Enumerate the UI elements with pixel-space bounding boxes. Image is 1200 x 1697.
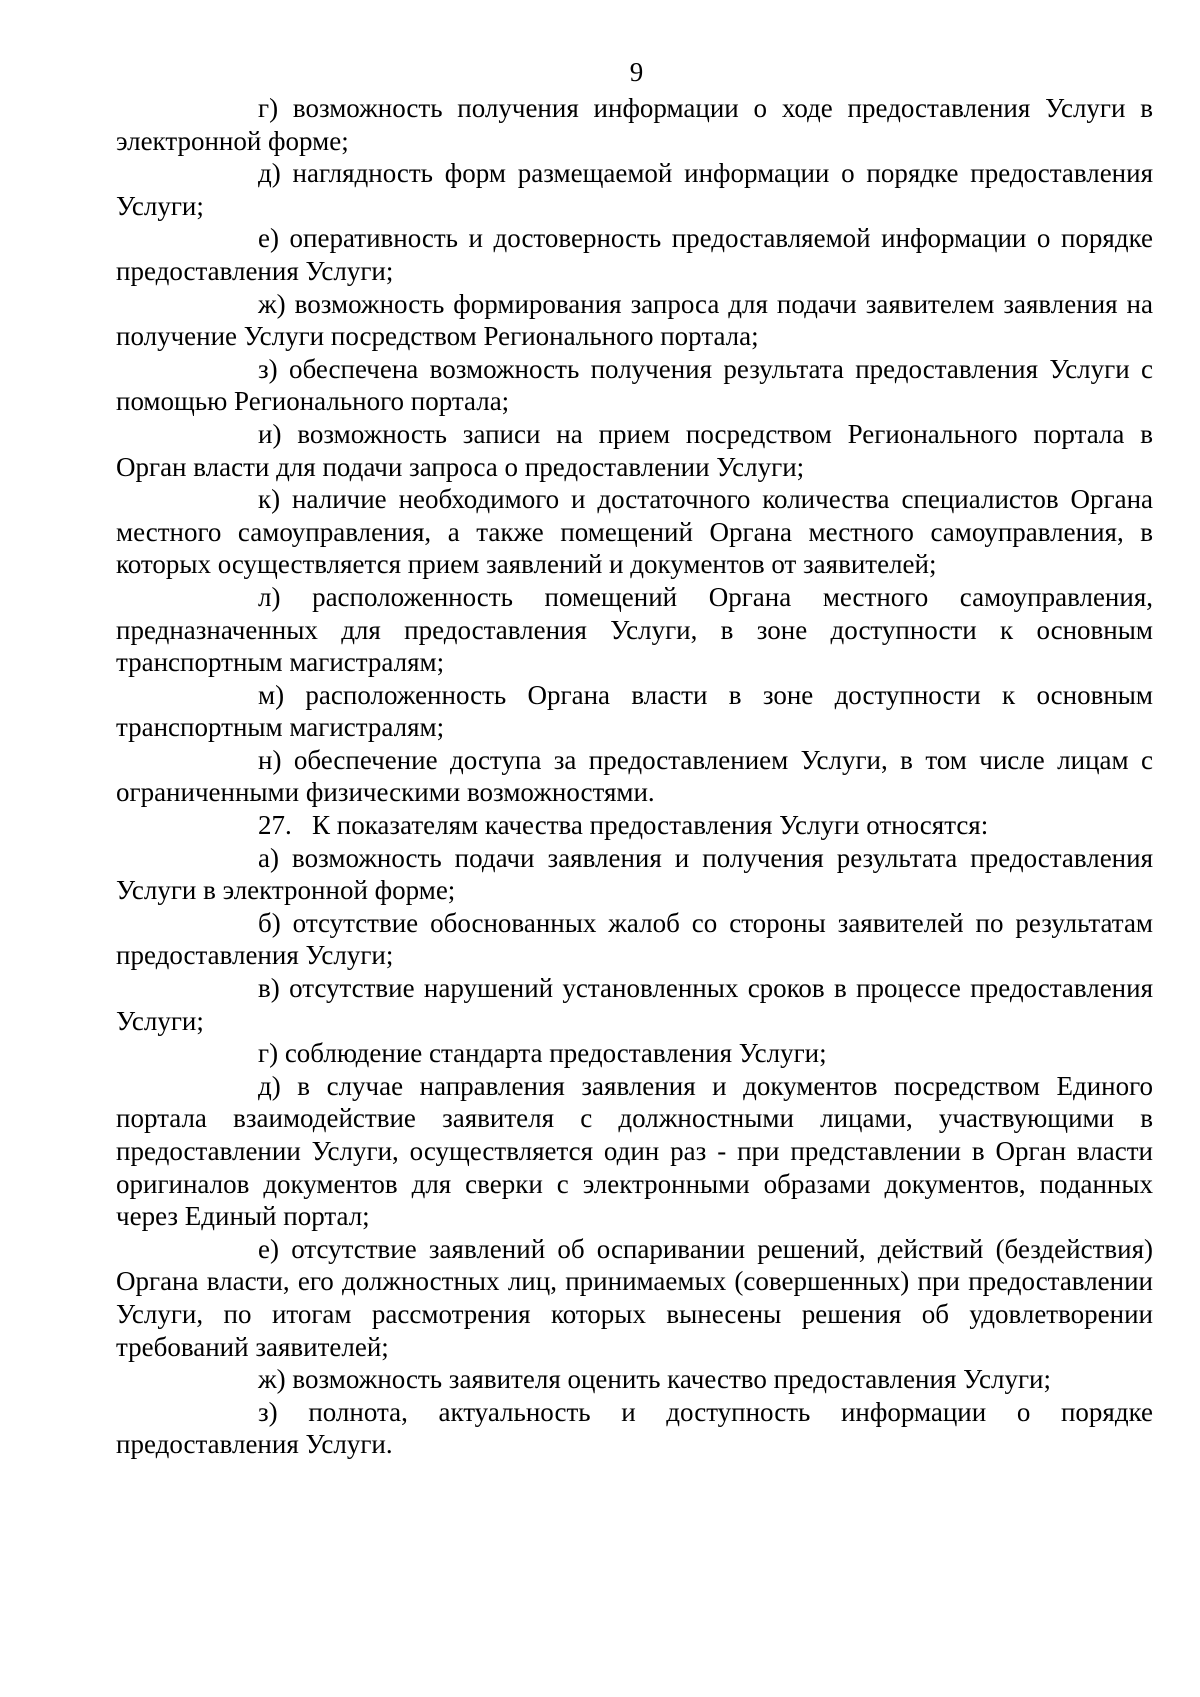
paragraph-text: расположенность Органа власти в зоне доступности к основным транспортным магистралям; <box>116 679 1153 743</box>
paragraph-text: обеспечение доступа за предоставлением Услуги, в том числе лицам с ограниченными физическими возможностями. <box>116 744 1154 808</box>
paragraph-text: в случае направления заявления и документов посредством Единого портала взаимодействие заявителя с должностными лицами, участвующими в предоставлении Услуги, осуществляется один раз - при представлении в Орган власти оригиналов документов для сверки с электронными образами документов, поданных через Единый портал; <box>116 1070 1154 1232</box>
page-number: 9 <box>629 57 644 87</box>
paragraph-text: отсутствие обоснованных жалоб со стороны заявителей по результатам предоставления Услуги; <box>116 907 1154 971</box>
paragraph-text: отсутствие нарушений установленных сроков в процессе предоставления Услуги; <box>116 973 1153 1036</box>
paragraph <box>116 483 1153 581</box>
paragraph <box>116 1396 1153 1461</box>
paragraph <box>116 581 1153 679</box>
paragraph-text: возможность получения информации о ходе предоставления Услуги в электронной форме; <box>116 93 1153 156</box>
paragraph <box>116 809 1153 842</box>
paragraph-text: возможность заявителя оценить качество предоставления Услуги; <box>292 1364 1051 1395</box>
paragraph-text: обеспечена возможность получения результата предоставления Услуги с помощью Регионального портала; <box>116 353 1153 417</box>
list-marker: з) <box>258 353 278 384</box>
paragraph <box>116 353 1153 418</box>
paragraph-text: К показателям качества предоставления Услуги относятся: <box>312 810 989 841</box>
paragraph-text: возможность записи на прием посредством Регионального портала в Орган власти для подачи запроса о предоставлении Услуги; <box>116 418 1153 482</box>
list-marker: д) <box>258 158 281 189</box>
document-body <box>116 92 1153 1461</box>
paragraph-text: соблюдение стандарта предоставления Услуги; <box>284 1038 827 1069</box>
list-marker: д) <box>258 1070 281 1101</box>
paragraph-text: расположенность помещений Органа местного самоуправления, предназначенных для предоставления Услуги, в зоне доступности к основным транспортным магистралям; <box>116 581 1154 678</box>
paragraph <box>116 1233 1153 1363</box>
list-marker: и) <box>258 418 282 449</box>
list-marker: ж) <box>258 1364 286 1395</box>
paragraph <box>116 1037 1153 1070</box>
list-marker: а) <box>258 842 279 873</box>
paragraph-text: наглядность форм размещаемой информации о порядке предоставления Услуги; <box>116 158 1153 221</box>
list-marker: е) <box>258 223 279 254</box>
paragraph <box>116 972 1153 1037</box>
paragraph <box>116 907 1153 972</box>
list-marker: з) <box>258 1396 278 1427</box>
paragraph-text: оперативность и достоверность предоставляемой информации о порядке предоставления Услуги; <box>116 223 1154 286</box>
list-marker: г) <box>258 1038 279 1069</box>
paragraph <box>116 92 1153 157</box>
paragraph <box>116 1070 1153 1233</box>
list-marker: ж) <box>258 288 286 319</box>
list-marker: н) <box>258 744 282 775</box>
paragraph-text: возможность формирования запроса для подачи заявителем заявления на получение Услуги посредством Регионального портала; <box>116 288 1153 352</box>
paragraph <box>116 679 1153 744</box>
paragraph <box>116 418 1153 483</box>
paragraph <box>116 842 1153 907</box>
list-marker: 27. <box>258 810 292 841</box>
paragraph <box>116 288 1153 353</box>
paragraph <box>116 157 1153 222</box>
list-marker: е) <box>258 1233 279 1264</box>
list-marker: б) <box>258 907 281 938</box>
paragraph <box>116 222 1153 287</box>
list-marker: в) <box>258 973 280 1004</box>
paragraph-text: отсутствие заявлений об оспаривании решений, действий (бездействия) Органа власти, его должностных лиц, принимаемых (совершенных) при предоставлении Услуги, по итогам рассмотрения которых вынесены решения об удовлетворении требований заявителей; <box>116 1233 1153 1362</box>
paragraph <box>116 1363 1153 1396</box>
list-marker: м) <box>258 679 285 710</box>
list-marker: л) <box>258 581 281 612</box>
paragraph-text: возможность подачи заявления и получения результата предоставления Услуги в электронной форме; <box>116 842 1154 906</box>
paragraph-text: полнота, актуальность и доступность информации о порядке предоставления Услуги. <box>116 1396 1154 1460</box>
paragraph-text: наличие необходимого и достаточного количества специалистов Органа местного самоуправления, а также помещений Органа местного самоуправления, в которых осуществляется прием заявлений и документов от заявителей; <box>116 484 1153 580</box>
list-marker: г) <box>258 93 279 123</box>
paragraph <box>116 744 1153 809</box>
list-marker: к) <box>258 484 281 515</box>
